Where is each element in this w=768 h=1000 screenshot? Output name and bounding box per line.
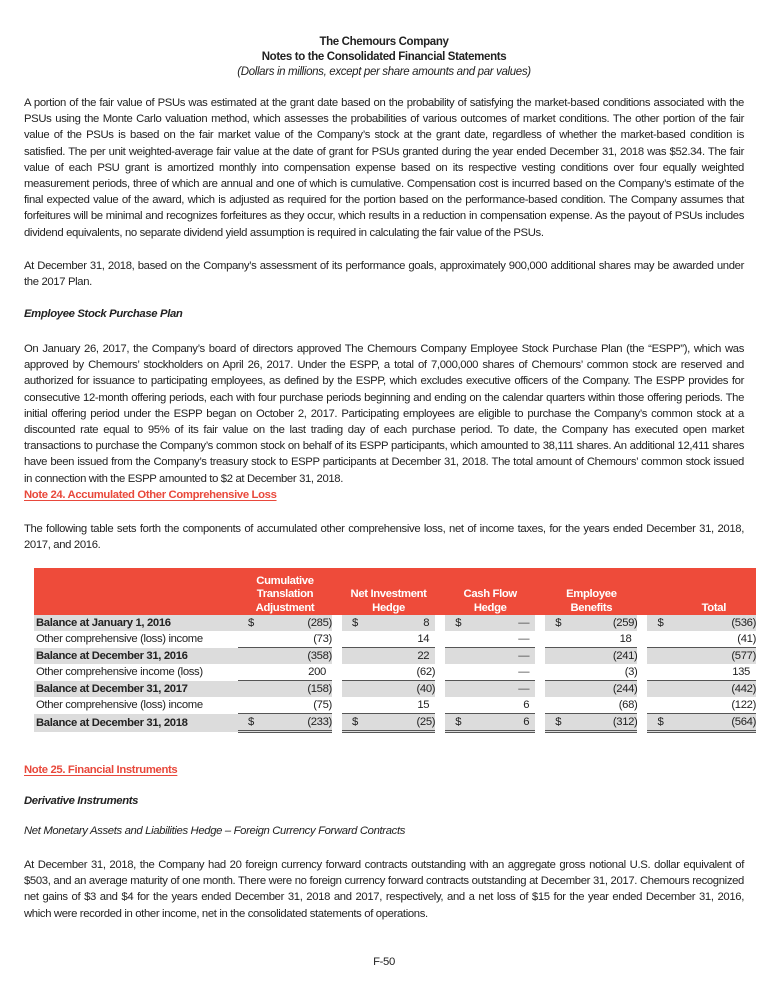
table-row: Other comprehensive (loss) income (75) 15 6 (68) (122) <box>34 697 756 714</box>
header-eb: Employee Benefits <box>545 568 637 615</box>
header-nih: Net Investment Hedge <box>342 568 435 615</box>
document-title: Notes to the Consolidated Financial Statements <box>261 51 507 63</box>
document-subtitle: (Dollars in millions, except per share amounts and par values) <box>237 66 531 78</box>
table-row: Balance at December 31, 2016 (358) 22 — (241) (577) <box>34 648 756 665</box>
page-number: F-50 <box>373 956 395 968</box>
espp-heading: Employee Stock Purchase Plan <box>24 308 183 320</box>
table-header-row <box>34 568 756 615</box>
header-cfh: Cash Flow Hedge <box>445 568 535 615</box>
aoci-table <box>34 568 756 733</box>
derivative-instruments-heading: Derivative Instruments <box>24 795 139 807</box>
header-total: Total <box>647 568 756 615</box>
psu-paragraph-1: A portion of the fair value of PSUs was estimated at the grant date based on the probability of satisfying the market-based conditions associated with the PSUs using the Monte Carlo valuation method, which assesses the probabilities of various outcomes of market conditions. The other portion of the fair value of the PSUs is based on the fair market value of the Company’s stock at the grant date, regardless of whether the market-based condition is satisfied. The per unit weighted-average fair value at the date of grant for PSUs granted during the year ended December 31, 2018 was $52.34. The fair value of each PSU grant is amortized monthly into compensation expense based on its respective vesting conditions over four equally weighted measurement periods, three of which are annual and one of which is cumulative. Compensation cost is incurred based on the Company’s estimate of the final expected value of the award, which is adjusted as required for the portion based on the performance-based condition. The Company assumes that forfeitures will be minimal and recognizes forfeitures as they occur, which results in a reduction in compensation expense. As the payout of PSUs includes dividend equivalents, no separate dividend yield assumption is required in calculating the fair value of the PSUs. <box>24 97 744 239</box>
table-row: Balance at January 1, 2016 $ (285) $ 8 $ — $ (259) $ (536) <box>36 617 756 629</box>
table-row: Other comprehensive income (loss) 200 (62) — (3) 135 <box>34 664 756 681</box>
header-cta: Cumulative Translation Adjustment <box>238 568 332 615</box>
note-25-paragraph: At December 31, 2018, the Company had 20 foreign currency forward contracts outstanding with an aggregate gross notional U.S. dollar equivalent of $503, and an average maturity of one month. There were no foreign currency forward contracts outstanding at December 31, 2017. Chemours recognized net gains of $3 and $4 for the years ended December 31, 2018 and 2017, respectively, and a net loss of $15 for the year ended December 31, 2016, which were recorded in other income, net in the consolidated statements of operations. <box>24 859 744 920</box>
header-label-blank <box>34 568 238 615</box>
note-25-heading[interactable]: Note 25. Financial Instruments <box>24 764 178 776</box>
company-name: The Chemours Company <box>319 36 449 48</box>
note-24-intro: The following table sets forth the components of accumulated other comprehensive loss, net of income taxes, for the years ended December 31, 2018, 2017, and 2016. <box>24 523 744 552</box>
espp-paragraph: On January 26, 2017, the Company’s board of directors approved The Chemours Company Employee Stock Purchase Plan (the “ESPP”), which was approved by Chemours’ stockholders on April 26, 2017. Under the ESPP, a total of 7,000,000 shares of Chemours’ common stock are reserved and authorized for issuance to participating employees, as defined by the ESPP, which excludes executive officers of the Company. The ESPP provides for consecutive 12-month offering periods, each with four purchase periods beginning and ending on the calendar quarters within those offering periods. The initial offering period under the ESPP began on October 2, 2017. Participating employees are eligible to purchase the Company’s common stock at a discounted rate equal to 95% of its fair value on the last trading day of each purchase period. To date, the Company has executed open market transactions to purchase the Company’s common stock on behalf of its ESPP participants, which amounted to 38,111 shares. An additional 12,411 shares have been issued from the Company’s treasury stock to ESPP participants at December 31, 2018. The total amount of Chemours’ common stock issued in connection with the ESPP amounted to $2 at December 31, 2018. <box>24 343 744 485</box>
note-24-heading[interactable]: Note 24. Accumulated Other Comprehensive Loss <box>24 489 277 501</box>
table-row-total: Balance at December 31, 2018 $ (233) $ (25) $ 6 $ (312) $ (564) <box>34 714 756 732</box>
forward-contracts-subheading: Net Monetary Assets and Liabilities Hedge – Foreign Currency Forward Contracts <box>24 825 406 837</box>
table-row: Other comprehensive (loss) income (73) 14 — 18 (41) <box>34 631 756 648</box>
psu-paragraph-2: At December 31, 2018, based on the Company’s assessment of its performance goals, approximately 900,000 additional shares may be awarded under the 2017 Plan. <box>24 260 744 289</box>
table-row: Balance at December 31, 2017 (158) (40) — (244) (442) <box>34 681 756 698</box>
